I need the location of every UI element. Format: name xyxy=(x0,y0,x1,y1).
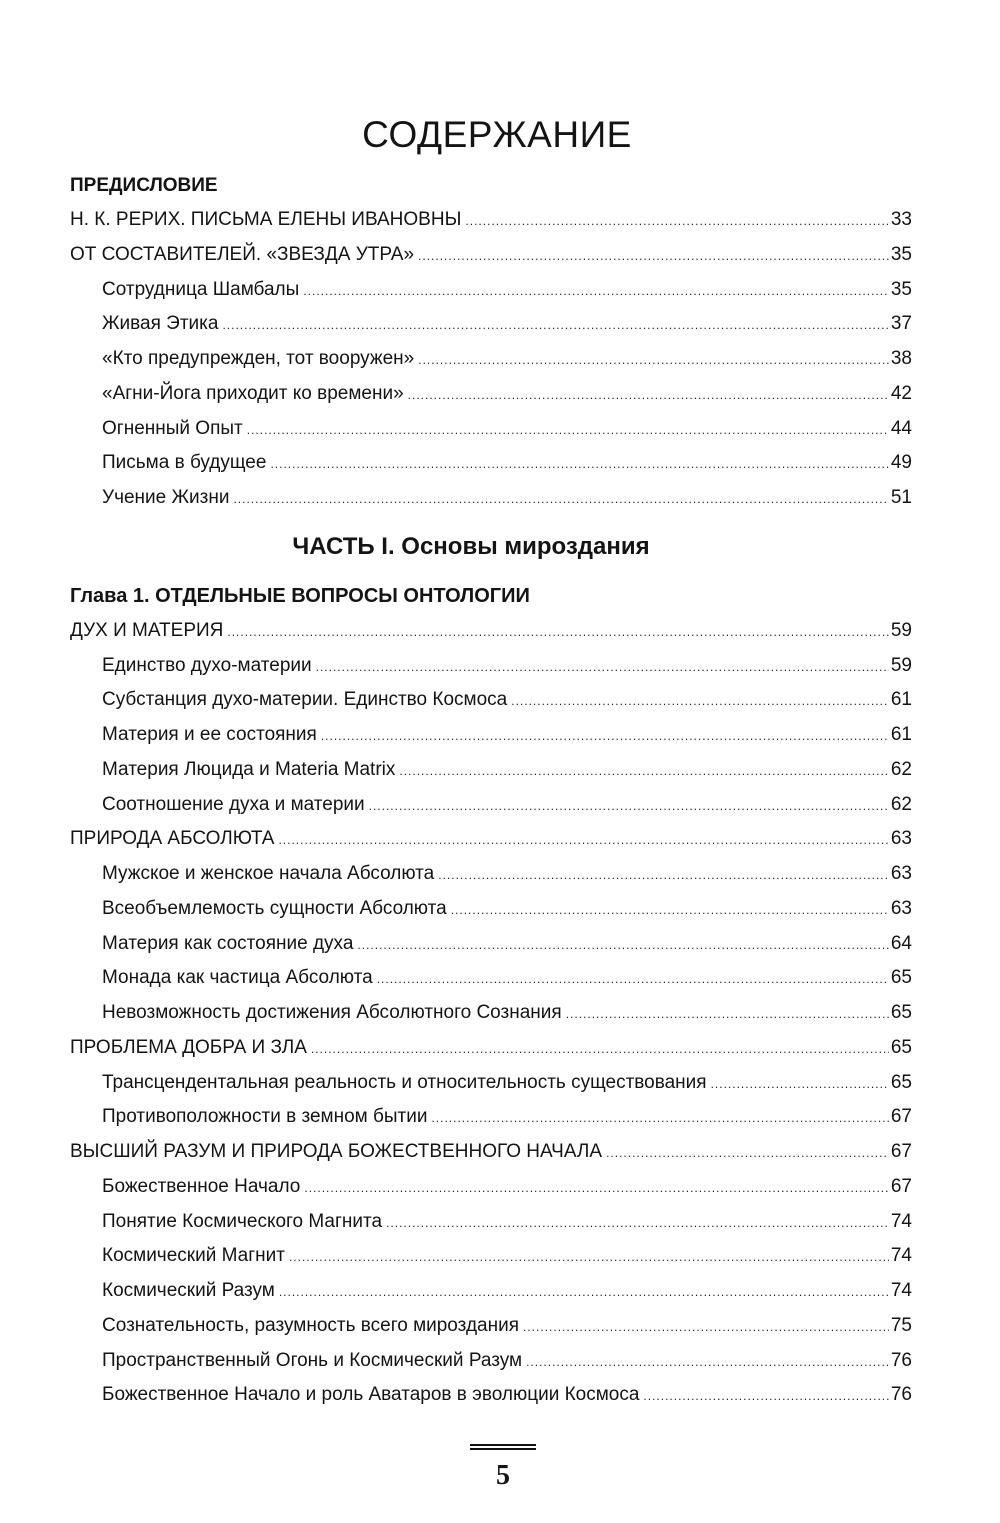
toc-entry-page: 76 xyxy=(890,1384,912,1406)
toc-entry-page: 37 xyxy=(890,313,912,335)
toc-entry-page: 59 xyxy=(890,654,912,676)
toc-entry-page: 63 xyxy=(890,828,912,850)
toc-entry-page: 62 xyxy=(890,758,912,780)
toc-entry-page: 51 xyxy=(890,487,912,508)
toc-entry-page: 65 xyxy=(890,1071,912,1093)
toc-entry-page: 65 xyxy=(890,1036,912,1058)
page-number: 5 xyxy=(496,1460,510,1491)
dot-leader xyxy=(386,1206,889,1241)
toc-entry-page: 63 xyxy=(890,863,912,884)
dot-leader xyxy=(279,1275,889,1310)
dot-leader xyxy=(418,343,889,378)
toc-entry-title: ОТ СОСТАВИТЕЛЕЙ. «ЗВЕЗДА УТРА» xyxy=(70,243,415,265)
toc-entry[interactable] xyxy=(70,718,912,753)
toc-entry-title: Монада как частица Абсолюта xyxy=(102,967,373,989)
toc-entry-page: 59 xyxy=(890,619,912,641)
toc-entry-page: 33 xyxy=(890,209,912,230)
toc-entry-title: Божественное Начало и роль Аватаров в эволюции Космоса xyxy=(102,1384,640,1406)
toc-entry-page: 65 xyxy=(890,967,912,989)
toc-entry-title: Огненный Опыт xyxy=(102,417,243,439)
dot-leader xyxy=(278,823,888,858)
toc-entry-title: Единство духо-материи xyxy=(102,654,312,676)
toc-entry[interactable] xyxy=(70,1066,912,1101)
toc-entry[interactable] xyxy=(70,788,912,823)
dot-leader xyxy=(222,308,888,343)
toc-entry[interactable] xyxy=(70,1170,912,1205)
toc-entry-page: 61 xyxy=(890,689,912,711)
page-title: СОДЕРЖАНИЕ xyxy=(362,114,632,155)
dot-leader xyxy=(270,447,888,482)
toc-entry-page: 65 xyxy=(890,1002,912,1023)
toc-entry[interactable] xyxy=(70,1309,912,1344)
toc-entry[interactable] xyxy=(70,1239,912,1274)
toc-entry-page: 35 xyxy=(890,243,912,265)
toc-entry[interactable] xyxy=(70,446,912,481)
toc-entry[interactable] xyxy=(70,1205,912,1240)
dot-leader xyxy=(227,615,888,650)
dot-leader xyxy=(418,239,889,274)
toc-entry-page: 61 xyxy=(890,724,912,745)
toc-entry-title: Письма в будущее xyxy=(102,452,267,474)
toc-entry[interactable] xyxy=(70,1344,912,1379)
toc-entry-page: 75 xyxy=(890,1314,912,1336)
toc-entry[interactable] xyxy=(70,892,912,927)
toc-entry[interactable] xyxy=(70,614,912,649)
toc-entry-page: 42 xyxy=(890,382,912,404)
dot-leader xyxy=(526,1345,889,1380)
toc-entry-title: «Агни-Йога приходит ко времени» xyxy=(102,382,404,404)
toc-entry-title: Материя и ее состояния xyxy=(102,724,317,745)
toc-entry-title: Невозможность достижения Абсолютного Сознания xyxy=(102,1002,562,1023)
toc-entry-page: 74 xyxy=(890,1210,912,1232)
toc-entry-title: ПРОБЛЕМА ДОБРА И ЗЛА xyxy=(70,1036,307,1058)
toc-entry-title: Сознательность, разумность всего мироздания xyxy=(102,1314,520,1336)
toc-entry-page: 67 xyxy=(890,1175,912,1197)
toc-entry-title: Субстанция духо-материи. Единство Космоса xyxy=(102,689,508,711)
toc-entry[interactable] xyxy=(70,342,912,377)
toc-entry[interactable] xyxy=(70,481,912,516)
toc-entry-page: 74 xyxy=(890,1245,912,1267)
toc-entry-title: Учение Жизни xyxy=(102,487,230,508)
toc-entry-title: Божественное Начало xyxy=(102,1175,301,1197)
toc-entry[interactable] xyxy=(70,683,912,718)
dot-leader xyxy=(711,1067,889,1102)
toc-entry[interactable] xyxy=(70,927,912,962)
dot-leader xyxy=(408,378,889,413)
toc-entry-page: 49 xyxy=(890,452,912,474)
toc-entry-page: 76 xyxy=(890,1349,912,1371)
dot-leader xyxy=(438,858,889,893)
chapter-heading: Глава 1. ОТДЕЛЬНЫЕ ВОПРОСЫ ОНТОЛОГИИ xyxy=(70,584,530,607)
toc-entry-page: 44 xyxy=(890,417,912,439)
toc-entry-page: 64 xyxy=(890,932,912,954)
toc-entry-title: «Кто предупрежден, тот вооружен» xyxy=(102,348,415,369)
toc-entry-title: Материя Люцида и Materia Matrix xyxy=(102,758,396,780)
toc-entry[interactable] xyxy=(70,1100,912,1135)
dot-leader xyxy=(566,997,889,1032)
toc-entry[interactable] xyxy=(70,822,912,857)
dot-leader xyxy=(451,893,889,928)
dot-leader xyxy=(311,1032,889,1067)
dot-leader xyxy=(321,719,889,754)
toc-entry-title: Сотрудница Шамбалы xyxy=(102,278,300,300)
toc-entry[interactable] xyxy=(70,203,912,238)
toc-entry-title: Соотношение духа и материи xyxy=(102,793,365,815)
toc-entry-title: ПРИРОДА АБСОЛЮТА xyxy=(70,828,275,850)
toc-entry-page: 35 xyxy=(890,278,912,300)
toc-entry-title: Пространственный Огонь и Космический Разум xyxy=(102,1349,523,1371)
toc-entry[interactable] xyxy=(70,996,912,1031)
toc-entry-page: 62 xyxy=(890,793,912,815)
toc-entry-page: 67 xyxy=(890,1106,912,1128)
toc-entry-title: Мужское и женское начала Абсолюта xyxy=(102,863,435,884)
dot-leader xyxy=(465,204,888,239)
toc-entry-title: Космический Магнит xyxy=(102,1245,285,1267)
toc-entry[interactable] xyxy=(70,961,912,996)
toc-entry[interactable] xyxy=(70,238,912,273)
dot-leader xyxy=(377,962,889,997)
toc-entry-title: Космический Разум xyxy=(102,1280,275,1301)
toc-entry[interactable] xyxy=(70,649,912,684)
toc-entry-title: Н. К. РЕРИХ. ПИСЬМА ЕЛЕНЫ ИВАНОВНЫ xyxy=(70,209,462,230)
dot-leader xyxy=(431,1101,888,1136)
dot-leader xyxy=(316,650,889,685)
toc-entry-title: Трансцендентальная реальность и относительность существования xyxy=(102,1071,707,1093)
dot-leader xyxy=(511,684,889,719)
preface-entries xyxy=(70,203,912,516)
preface-heading: ПРЕДИСЛОВИЕ xyxy=(70,175,218,196)
dot-leader xyxy=(247,413,889,448)
dot-leader xyxy=(369,789,889,824)
toc-entry-title: ВЫСШИЙ РАЗУМ И ПРИРОДА БОЖЕСТВЕННОГО НАЧАЛА xyxy=(70,1141,603,1162)
toc-entry-title: Всеобъемлемость сущности Абсолюта xyxy=(102,897,447,919)
toc-entry-page: 38 xyxy=(890,348,912,369)
dot-leader xyxy=(289,1240,889,1275)
toc-entry-title: ДУХ И МАТЕРИЯ xyxy=(70,619,224,641)
dot-leader xyxy=(643,1379,888,1414)
toc-entry[interactable] xyxy=(70,1031,912,1066)
toc-entry-title: Понятие Космического Магнита xyxy=(102,1210,383,1232)
dot-leader xyxy=(233,482,888,517)
toc-entry[interactable] xyxy=(70,412,912,447)
toc-entry[interactable] xyxy=(70,377,912,412)
toc-entry-page: 74 xyxy=(890,1280,912,1301)
dot-leader xyxy=(523,1310,889,1345)
table-of-contents xyxy=(70,168,912,1413)
dot-leader xyxy=(357,928,888,963)
toc-entry[interactable] xyxy=(70,1135,912,1170)
toc-entry-page: 67 xyxy=(890,1141,912,1162)
part-heading: ЧАСТЬ I. Основы мироздания xyxy=(292,532,650,560)
page-number-ornament xyxy=(470,1444,536,1450)
dot-leader xyxy=(304,1171,889,1206)
toc-entry[interactable] xyxy=(70,273,912,308)
toc-entry[interactable] xyxy=(70,307,912,342)
toc-entry[interactable] xyxy=(70,1378,912,1413)
toc-entry[interactable] xyxy=(70,857,912,892)
toc-entry[interactable] xyxy=(70,1274,912,1309)
chapter-entries xyxy=(70,614,912,1413)
toc-entry-title: Противоположности в земном бытии xyxy=(102,1106,428,1128)
toc-entry-page: 63 xyxy=(890,897,912,919)
toc-entry[interactable] xyxy=(70,753,912,788)
dot-leader xyxy=(303,274,889,309)
dot-leader xyxy=(606,1136,889,1171)
dot-leader xyxy=(399,754,888,789)
toc-entry-title: Материя как состояние духа xyxy=(102,932,354,954)
toc-entry-title: Живая Этика xyxy=(102,313,219,335)
